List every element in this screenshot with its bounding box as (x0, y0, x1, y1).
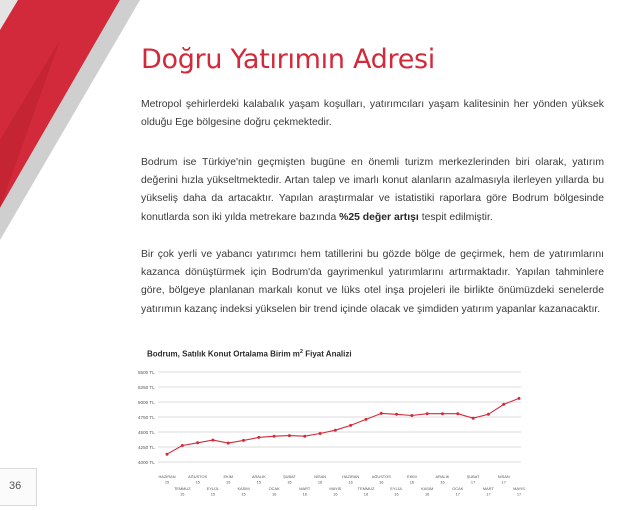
data-point (410, 414, 413, 417)
x-tick-year: 15 (256, 479, 261, 485)
chart-title-text: Bodrum, Satılık Konut Ortalama Birim m (147, 349, 300, 359)
x-tick-year: 16 (317, 479, 323, 485)
x-tick-label: AĞUSTOS (371, 474, 391, 479)
x-tick-year: 16 (287, 479, 292, 485)
x-tick-year: 15 (180, 491, 185, 497)
chart-title-superscript: 2 (299, 349, 303, 355)
x-tick-label: MAYIS (513, 486, 525, 491)
x-tick-year: 16 (425, 491, 430, 497)
x-tick-year: 17 (516, 491, 522, 497)
y-tick-label: 4750 TL (138, 414, 155, 420)
x-tick-label: EYLÜL (206, 486, 220, 491)
x-tick-year: 16 (348, 479, 353, 485)
x-tick-label: KASIM (237, 486, 250, 491)
x-tick-year: 17 (470, 479, 476, 485)
x-tick-year: 15 (210, 491, 216, 497)
x-tick-label: HAZİRAN (158, 474, 176, 479)
intro-paragraph: Metropol şehirlerdeki kalabalık yaşam koşulları, yatırımcıları yaşam kalitesinin her yönden yüksek olduğu Ege bölgesine doğru çekmektedir. (141, 99, 604, 129)
x-tick-year: 16 (333, 491, 338, 497)
data-point (502, 403, 505, 406)
data-point (441, 412, 444, 415)
data-point (303, 435, 306, 438)
data-point (196, 441, 199, 444)
data-point (288, 434, 291, 437)
x-tick-label: ŞUBAT (283, 474, 296, 479)
data-point (181, 444, 184, 447)
x-tick-year: 16 (394, 491, 399, 497)
x-tick-label: OCAK (268, 486, 280, 491)
page-number: 36 (9, 480, 22, 492)
x-tick-year: 15 (241, 491, 246, 497)
series-line (167, 398, 519, 454)
data-point (380, 412, 383, 415)
x-tick-year: 16 (409, 479, 415, 485)
data-point (319, 432, 322, 435)
x-tick-label: TEMMUZ (357, 486, 375, 491)
x-tick-label: TEMMUZ (173, 486, 191, 491)
bodrum-paragraph-end: tespit edilmiştir. (418, 211, 493, 223)
data-point (518, 397, 521, 400)
value-increase-highlight: %25 değer artışı (339, 211, 419, 223)
data-point (456, 412, 459, 415)
page-title: Doğru Yatırımın Adresi (141, 44, 435, 75)
investors-paragraph: Bir çok yerli ve yabancı yatırımcı hem tatillerini bu gözde bölge de geçirmek, hem de yatırımlarını kazanca dönüştürmek için Bodrum'da gayrimenkul yatırımlarını artırmaktadır. Yapılan tahminlere göre, bölgeye planlanan markalı konut ve lüks otel inşa projeleri ile birlikte önümüzdeki senelerde yatırımın kazanç indeksi yükselen bir trend içinde olacak ve şimdiden yatırım yapanlar kazanacaktır. (141, 249, 604, 315)
x-tick-year: 17 (455, 491, 460, 497)
data-point (273, 435, 276, 438)
x-tick-year: 15 (164, 479, 170, 485)
x-tick-year: 16 (302, 491, 307, 497)
x-tick-label: ARALIK (435, 474, 450, 479)
x-tick-label: OCAK (452, 486, 464, 491)
x-tick-label: MART (299, 486, 311, 491)
data-point (472, 417, 475, 420)
x-tick-year: 17 (486, 491, 491, 497)
y-tick-label: 5250 TL (138, 384, 155, 390)
x-tick-year: 16 (363, 491, 369, 497)
data-point (487, 413, 490, 416)
data-point (227, 442, 230, 445)
data-point (426, 412, 429, 415)
y-tick-label: 4000 TL (138, 459, 155, 465)
x-tick-year: 16 (440, 479, 445, 485)
x-tick-label: MAYIS (329, 486, 342, 491)
data-point (166, 453, 169, 456)
bodrum-paragraph-text: Bodrum ise Türkiye'nin geçmişten bugüne en önemli turizm merkezlerinden biri olarak, yatırım değerini hızla yükseltmektedir. Artan talep ve imarlı konut alanların azalmasıyla ilerleyen yıllarda bu yükseliş daha da artacaktır. Yapılan araştırmalar ve istatistiki raporlara göre Bodrum bölgesinde konutlarda son iki yılda metrekare bazında (141, 157, 604, 223)
x-tick-year: 17 (501, 479, 506, 485)
y-tick-label: 5000 TL (138, 399, 155, 405)
x-tick-label: AĞUSTOS (188, 474, 208, 479)
data-point (334, 429, 337, 432)
x-tick-year: 16 (271, 491, 277, 497)
data-point (257, 436, 260, 439)
y-tick-label: 4500 TL (138, 429, 155, 435)
x-tick-label: ŞUBAT (466, 474, 480, 479)
x-tick-label: KASIM (421, 486, 434, 491)
data-point (349, 424, 352, 427)
y-tick-label: 4250 TL (138, 444, 155, 450)
x-tick-label: NİSAN (314, 474, 326, 479)
x-tick-label: EKİM (407, 474, 417, 479)
chart-title-suffix: Fiyat Analizi (302, 349, 352, 359)
data-point (242, 439, 245, 442)
data-point (395, 413, 398, 416)
x-tick-label: NİSAN (497, 474, 510, 479)
x-tick-label: EYLÜL (390, 486, 403, 491)
x-tick-label: MART (482, 486, 494, 491)
data-point (364, 418, 367, 421)
y-tick-label: 5500 TL (138, 369, 155, 375)
x-tick-year: 15 (226, 479, 231, 485)
x-tick-label: ARALIK (251, 474, 266, 479)
x-tick-label: EKİM (223, 474, 233, 479)
x-tick-year: 15 (195, 479, 200, 485)
x-tick-year: 16 (379, 479, 384, 485)
data-point (211, 439, 214, 442)
x-tick-label: HAZİRAN (342, 474, 360, 479)
